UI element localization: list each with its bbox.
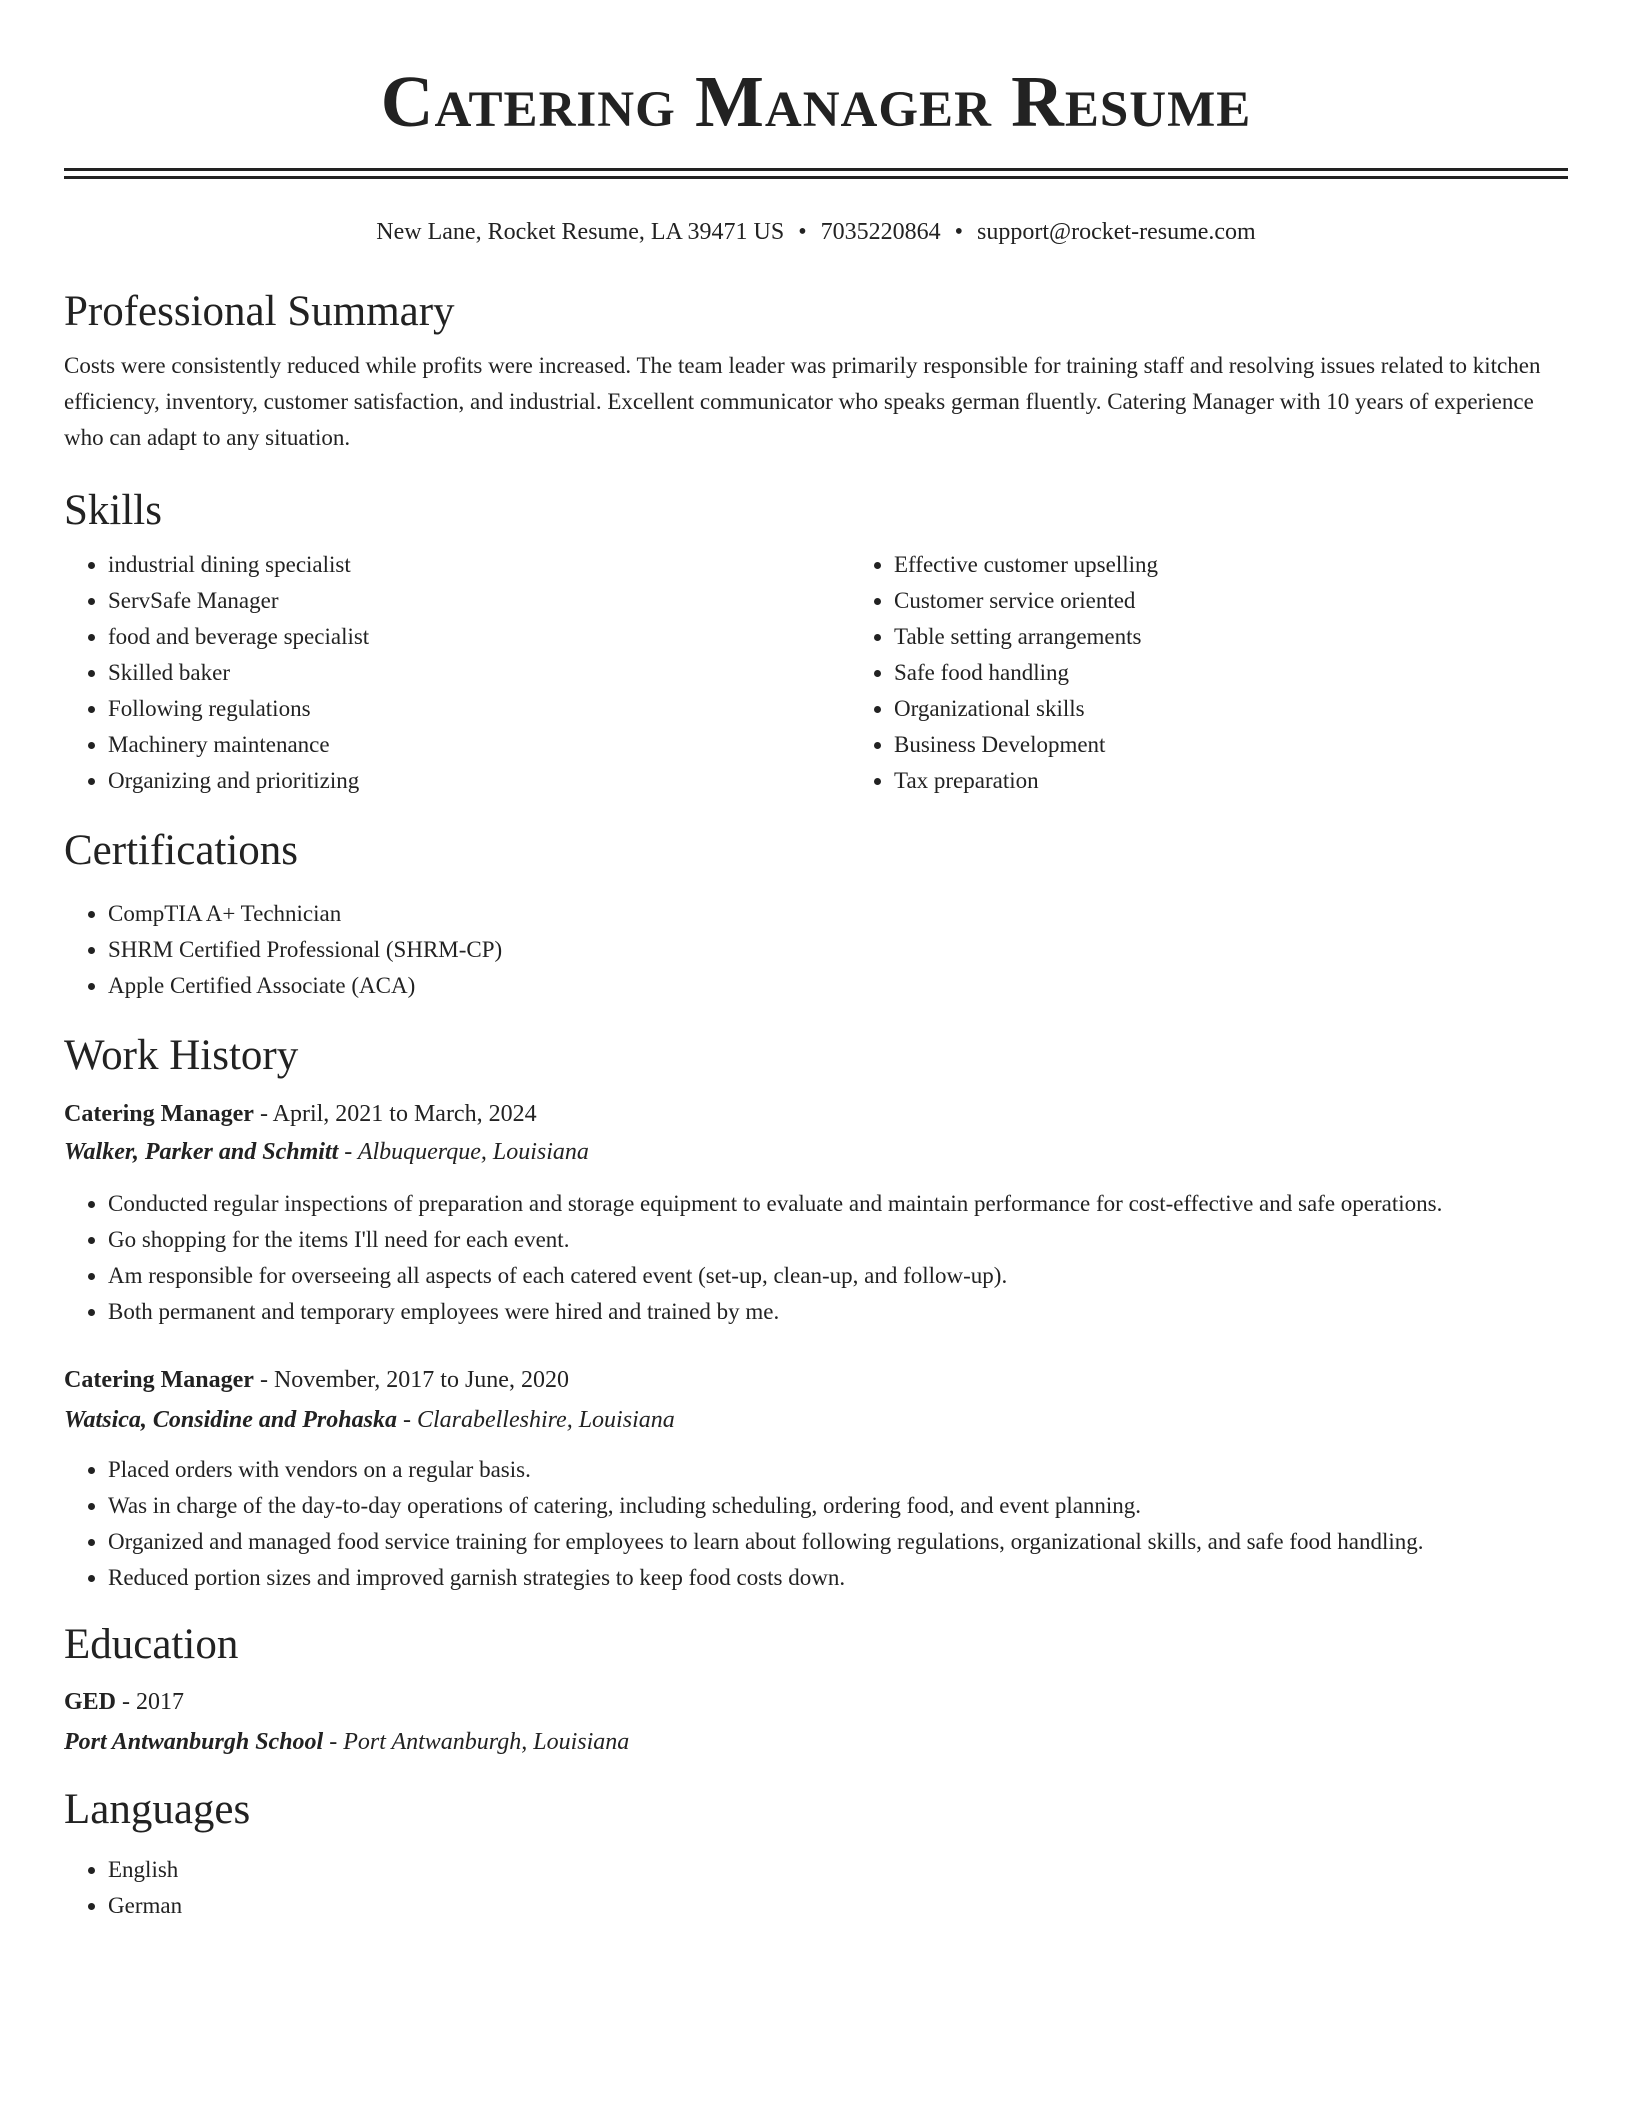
job-title-line	[64, 1096, 1568, 1132]
job-entry	[64, 1362, 1568, 1596]
contact-phone: 7035220864	[820, 219, 941, 245]
certifications-heading: Certifications	[64, 827, 299, 874]
education-heading: Education	[64, 1621, 239, 1668]
job-dates: - April, 2021 to March, 2024	[253, 1101, 537, 1127]
summary-text: Costs were consistently reduced while profits were increased. The team leader was primarily responsible for training staff and resolving issues related to kitchen efficiency, inventory, customer satisfaction, and industrial. Excellent communicator who speaks german fluently. Catering Manager with 10 years of experience who can adapt to any situation.	[64, 353, 1541, 450]
skills-column-left	[64, 547, 850, 799]
skills-column-right	[850, 547, 1632, 799]
skill-item: • Machinery maintenance	[108, 727, 850, 763]
job-bullet: • Placed orders with vendors on a regular basis.	[108, 1452, 1568, 1488]
skill-item: • Safe food handling	[894, 655, 1632, 691]
job-company-line	[64, 1402, 1568, 1438]
job-bullet: • Reduced portion sizes and improved garnish strategies to keep food costs down.	[108, 1560, 1568, 1596]
job-title: Catering Manager	[64, 1367, 254, 1393]
job-dates: - November, 2017 to June, 2020	[253, 1367, 569, 1393]
language-item: • English	[108, 1852, 1568, 1888]
job-company: Watsica, Considine and Prohaska	[64, 1407, 397, 1433]
skill-item: • ServSafe Manager	[108, 583, 850, 619]
skill-item: • Customer service oriented	[894, 583, 1632, 619]
contact-email[interactable]: support@rocket-resume.com	[977, 219, 1256, 245]
job-company-line	[64, 1134, 1568, 1170]
languages-list	[64, 1852, 1568, 1924]
job-bullet: • Am responsible for overseeing all aspects of each catered event (set-up, clean-up, and follow-up).	[108, 1258, 1568, 1294]
job-company: Walker, Parker and Schmitt	[64, 1139, 339, 1165]
education-school: Port Antwanburgh School	[64, 1729, 324, 1755]
skill-item: • Effective customer upselling	[894, 547, 1632, 583]
skills-list	[64, 547, 1568, 799]
job-bullet: • Organized and managed food service training for employees to learn about following regulations, organizational skills, and safe food handling.	[108, 1524, 1568, 1560]
resume-title: Catering Manager Resume	[380, 61, 1252, 142]
title-divider	[64, 168, 1568, 179]
job-bullet: • Both permanent and temporary employees were hired and trained by me.	[108, 1294, 1568, 1330]
contact-address: New Lane, Rocket Resume, LA 39471 US	[376, 219, 785, 245]
work-history-heading: Work History	[64, 1032, 299, 1079]
job-location: - Albuquerque, Louisiana	[338, 1139, 589, 1165]
contact-line	[64, 217, 1568, 247]
job-entry	[64, 1096, 1568, 1330]
skills-heading: Skills	[64, 487, 162, 534]
summary-heading: Professional Summary	[64, 288, 455, 335]
job-location: - Clarabelleshire, Louisiana	[396, 1407, 675, 1433]
job-title-line	[64, 1362, 1568, 1398]
skill-item: • Skilled baker	[108, 655, 850, 691]
certification-item: • Apple Certified Associate (ACA)	[108, 968, 1568, 1004]
skill-item: • Following regulations	[108, 691, 850, 727]
job-bullets	[64, 1186, 1568, 1330]
education-location: - Port Antwanburgh, Louisiana	[323, 1729, 630, 1755]
education-school-line	[64, 1724, 1568, 1760]
skill-item: • Organizational skills	[894, 691, 1632, 727]
skill-item: • Business Development	[894, 727, 1632, 763]
certifications-list	[64, 896, 1568, 1004]
certification-item: • SHRM Certified Professional (SHRM-CP)	[108, 932, 1568, 968]
education-degree-line	[64, 1684, 1568, 1720]
certification-item: • CompTIA A+ Technician	[108, 896, 1568, 932]
skill-item: • Tax preparation	[894, 763, 1632, 799]
job-bullet: • Go shopping for the items I'll need for each event.	[108, 1222, 1568, 1258]
contact-separator: •	[954, 219, 964, 245]
skill-item: • Organizing and prioritizing	[108, 763, 850, 799]
skill-item: • food and beverage specialist	[108, 619, 850, 655]
skill-item: • Table setting arrangements	[894, 619, 1632, 655]
language-item: • German	[108, 1888, 1568, 1924]
job-bullets	[64, 1452, 1568, 1596]
education-degree: GED	[64, 1689, 117, 1715]
education-entry	[64, 1684, 1568, 1760]
skill-item: • industrial dining specialist	[108, 547, 850, 583]
job-bullet: • Conducted regular inspections of preparation and storage equipment to evaluate and maintain performance for cost-effective and safe operations.	[108, 1186, 1568, 1222]
job-bullet: • Was in charge of the day-to-day operations of catering, including scheduling, ordering food, and event planning.	[108, 1488, 1568, 1524]
education-year: - 2017	[116, 1689, 185, 1715]
job-title: Catering Manager	[64, 1101, 254, 1127]
languages-heading: Languages	[64, 1786, 251, 1833]
contact-separator: •	[798, 219, 807, 245]
resume-page	[64, 0, 1568, 1924]
